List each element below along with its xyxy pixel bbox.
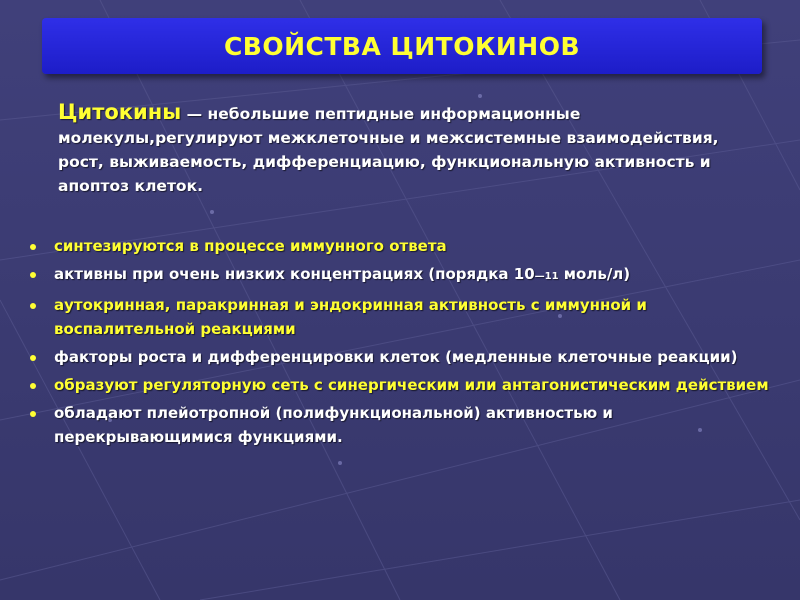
list-item — [30, 293, 770, 341]
list-item-text: факторы роста и дифференцировки клеток (медленные клеточные реакции) — [54, 348, 738, 366]
title-bar — [42, 18, 762, 74]
definition-term: Цитокины — [58, 100, 182, 124]
list-item — [30, 234, 770, 258]
list-item-text: обладают плейотропной (полифункциональной) активностью и перекрывающимися функциями. — [54, 404, 613, 446]
list-item — [30, 401, 770, 449]
bullet-dot-icon — [30, 411, 36, 417]
list-item — [30, 345, 770, 369]
list-item-tail: моль/л) — [558, 265, 631, 283]
bullet-dot-icon — [30, 272, 36, 278]
bullet-dot-icon — [30, 355, 36, 361]
list-item — [30, 262, 770, 289]
list-item-text: аутокринная, паракринная и эндокринная активность с иммунной и воспалительной реакциями — [54, 296, 647, 338]
definition-paragraph — [58, 100, 758, 198]
list-item-text: синтезируются в процессе иммунного ответа — [54, 237, 447, 255]
properties-list — [30, 234, 770, 453]
bullet-dot-icon — [30, 244, 36, 250]
list-item-text: активны при очень низких концентрациях (порядка 10 — [54, 265, 535, 283]
bullet-dot-icon — [30, 303, 36, 309]
list-item-exponent: —11 — [534, 271, 559, 282]
definition-text: — небольшие пептидные информационные молекулы,регулируют межклеточные и межсистемные взаимодействия, рост, выживаемость, дифференциацию, функциональную активность и апоптоз клеток. — [58, 105, 719, 195]
list-item-text: образуют регуляторную сеть с синергическим или антагонистическим действием — [54, 376, 769, 394]
slide-title: СВОЙСТВА ЦИТОКИНОВ — [223, 31, 581, 61]
bullet-dot-icon — [30, 383, 36, 389]
list-item — [30, 373, 770, 397]
